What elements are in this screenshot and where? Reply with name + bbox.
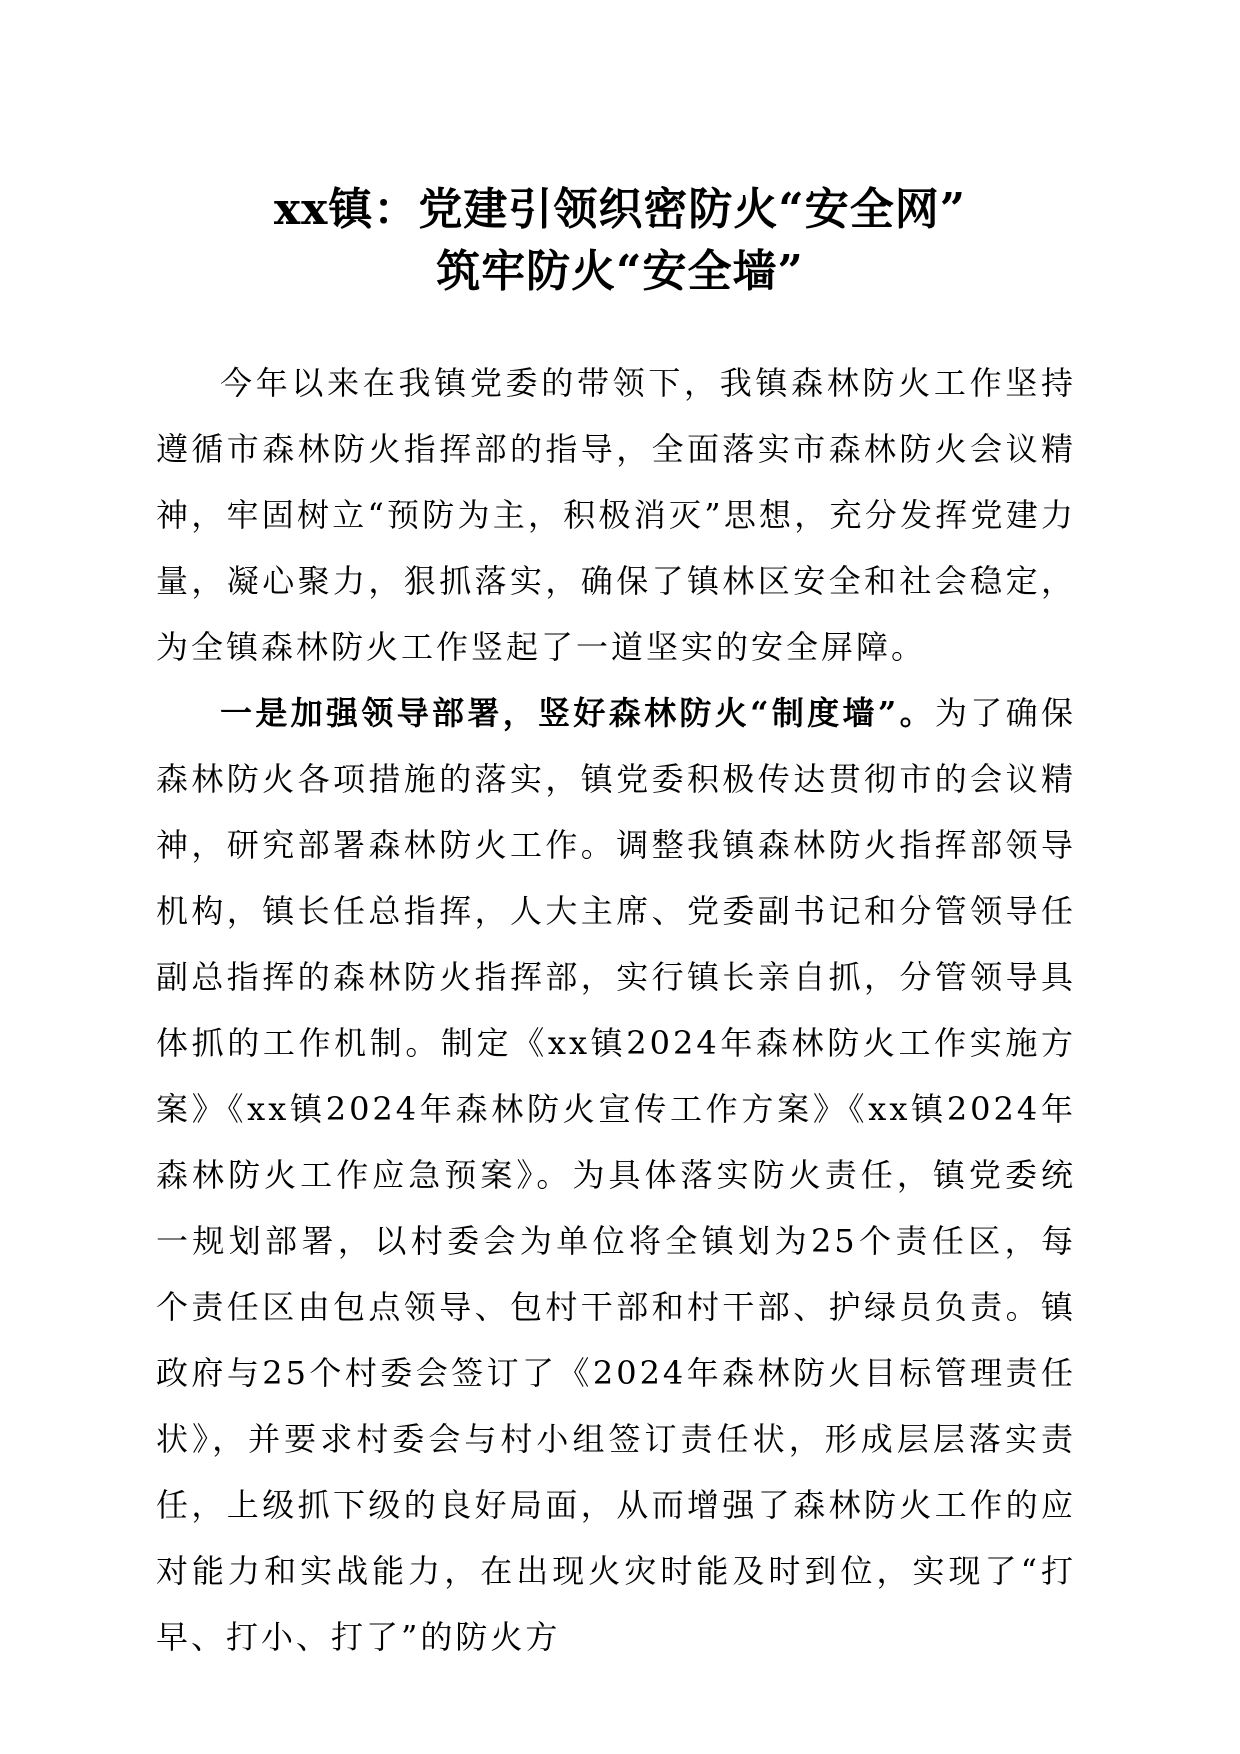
paragraph-lead-heading: 一是加强领导部署，竖好森林防火“制度墙”。 (220, 694, 935, 732)
document-title-line-2: 筑牢防火“安全墙” (436, 246, 804, 297)
paragraph-intro (156, 350, 1076, 680)
paragraph-text: 为了确保森林防火各项措施的落实，镇党委积极传达贯彻市的会议精神，研究部署森林防火工作。调整我镇森林防火指挥部领导机构，镇长任总指挥，人大主席、党委副书记和分管领导任副总指挥的森林防火指挥部，实行镇长亲自抓，分管领导具体抓的工作机制。制定《xx镇2024年森林防火工作实施方案》《xx镇2024年森林防火宣传工作方案》《xx镇2024年森林防火工作应急预案》。为具体落实防火责任，镇党委统一规划部署，以村委会为单位将全镇划为25个责任区，每个责任区由包点领导、包村干部和村干部、护绿员负责。镇政府与25个村委会签订了《2024年森林防火目标管理责任状》，并要求村委会与村小组签订责任状，形成层层落实责任，上级抓下级的良好局面，从而增强了森林防火工作的应对能力和实战能力，在出现火灾时能及时到位，实现了“打早、打小、打了”的防火方 (156, 694, 1076, 1656)
document-title-line-1: xx镇：党建引领织密防火“安全网” (273, 184, 967, 235)
paragraph-point-1 (156, 680, 1076, 1670)
document-body (156, 350, 1076, 1670)
paragraph-text: 今年以来在我镇党委的带领下，我镇森林防火工作坚持遵循市森林防火指挥部的指导，全面落实市森林防火会议精神，牢固树立“预防为主，积极消灭”思想，充分发挥党建力量，凝心聚力，狠抓落实，确保了镇林区安全和社会稳定，为全镇森林防火工作竖起了一道坚实的安全屏障。 (156, 364, 1076, 666)
